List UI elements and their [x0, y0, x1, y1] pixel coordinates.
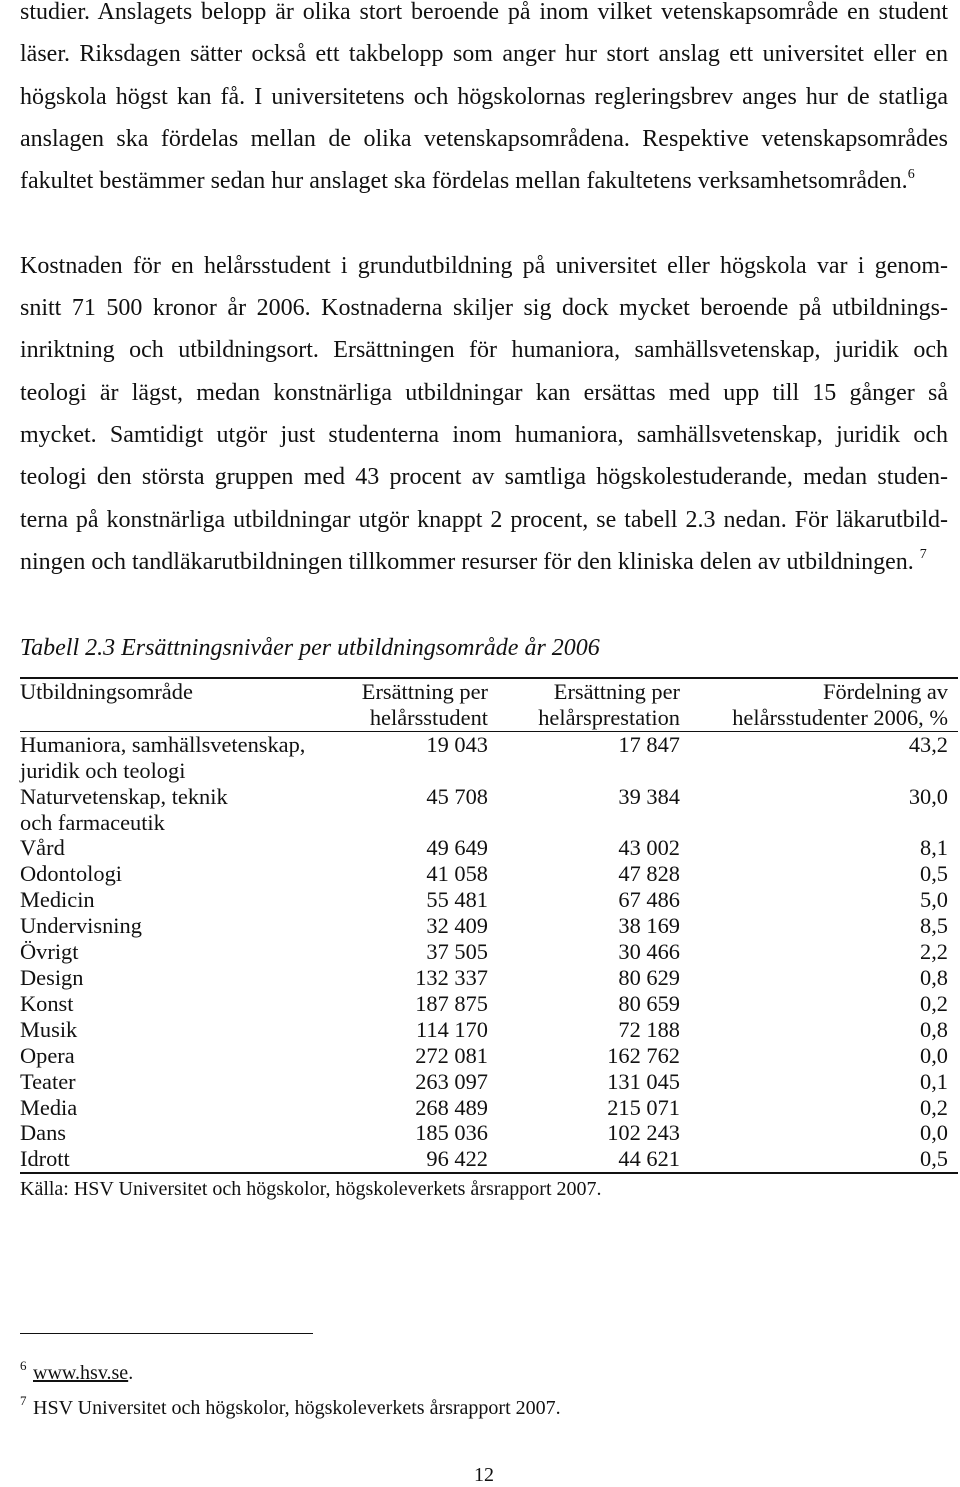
per-student-cell: 55 481: [426, 887, 488, 913]
area-cell: Design: [20, 964, 84, 990]
footnote-reference: 6: [907, 167, 915, 183]
body-text-line: inriktning och utbildningsort. Ersättningen för humaniora, samhällsvetenskap, juridik och: [20, 337, 948, 364]
table-row: [20, 1146, 958, 1172]
area-cell: Teater: [20, 1068, 76, 1094]
footnote: 6 www.hsv.se.: [20, 1358, 134, 1384]
body-text-line: läser. Riksdagen sätter också ett takbelopp som anger hur stort anslag ett universitet eller en: [20, 41, 948, 68]
area-cell: Opera: [20, 1042, 75, 1068]
per-performance-cell: 39 384: [618, 783, 680, 809]
body-text-line: snitt 71 500 kronor år 2006. Kostnaderna skiljer sig dock mycket beroende på utbildnings-: [20, 295, 948, 322]
per-student-cell: 96 422: [426, 1146, 488, 1172]
table-row: [20, 991, 958, 1017]
body-text-line-text: fakultet bestämmer sedan hur anslaget ska fördelas mellan fakultetens verksamhetsområden.: [20, 168, 908, 195]
table-row: [20, 861, 958, 887]
share-cell: 0,5: [920, 861, 948, 887]
share-cell: 0,8: [920, 1016, 948, 1042]
per-performance-cell: 67 486: [618, 887, 680, 913]
body-text-line: högskola högst kan få. I universitetens och högskolornas regleringsbrev anges hur de statliga: [20, 83, 948, 110]
table-row: [20, 1069, 958, 1095]
body-text-line: mycket. Samtidigt utgör just studenterna inom humaniora, samhällsvetenskap, juridik och: [20, 421, 948, 448]
per-performance-cell: 80 629: [618, 964, 680, 990]
table-row: [20, 887, 958, 913]
column-header-area: Utbildningsområde: [20, 679, 340, 732]
per-student-cell: 45 708: [426, 783, 488, 809]
body-paragraph: [20, 0, 948, 202]
table-source-note: Källa: HSV Universitet och högskolor, högskoleverkets årsrapport 2007.: [20, 1178, 602, 1200]
area-cell: Medicin: [20, 887, 95, 913]
per-student-cell: 185 036: [415, 1120, 488, 1146]
area-cell: Konst: [20, 990, 74, 1016]
table-row: [20, 965, 958, 991]
area-cell: Media: [20, 1094, 78, 1120]
per-performance-cell: 131 045: [607, 1068, 680, 1094]
share-cell: 30,0: [908, 783, 948, 809]
per-performance-cell: 30 466: [618, 939, 680, 965]
table-body: [20, 732, 958, 1172]
share-cell: 0,5: [920, 1146, 948, 1172]
body-text-line: teologi den största gruppen med 43 procent av samtliga högskolestuderande, medan studen-: [20, 464, 948, 491]
table-header-row: [20, 679, 958, 732]
per-performance-cell: 102 243: [607, 1120, 680, 1146]
per-performance-cell: 44 621: [618, 1146, 680, 1172]
per-student-cell: 32 409: [426, 913, 488, 939]
footnote-link[interactable]: www.hsv.se: [33, 1362, 129, 1384]
area-cell: Humaniora, samhällsvetenskap, juridik och teologi: [20, 731, 306, 783]
per-student-cell: 19 043: [426, 731, 488, 757]
body-text-line: studier. Anslagets belopp är olika stort beroende på inom vilket vetenskapsområde en student: [20, 0, 948, 25]
area-cell: Övrigt: [20, 939, 79, 965]
share-cell: 8,1: [920, 835, 948, 861]
body-text-line: [20, 160, 948, 202]
per-student-cell: 263 097: [415, 1068, 488, 1094]
table-row: [20, 1095, 958, 1121]
footnote-reference: 7: [919, 546, 927, 562]
share-cell: 0,0: [920, 1042, 948, 1068]
per-performance-cell: 17 847: [618, 731, 680, 757]
footnote-separator: [20, 1333, 313, 1334]
page-number: 12: [474, 1464, 494, 1486]
per-student-cell: 37 505: [426, 939, 488, 965]
table-row: [20, 1120, 958, 1146]
body-text-line: terna på konstnärliga utbildningar utgör knappt 2 procent, se tabell 2.3 nedan. För läkarutbild-: [20, 506, 948, 533]
per-performance-cell: 215 071: [607, 1094, 680, 1120]
per-student-cell: 272 081: [415, 1042, 488, 1068]
column-header-per-performance: Ersättning per helårsprestation: [488, 679, 680, 732]
per-performance-cell: 38 169: [618, 913, 680, 939]
per-student-cell: 41 058: [426, 861, 488, 887]
share-cell: 2,2: [920, 939, 948, 965]
area-cell: Odontologi: [20, 861, 123, 887]
area-cell: Undervisning: [20, 913, 142, 939]
body-text-line: teologi är lägst, medan konstnärliga utbildningar kan ersättas med upp till 15 gånger så: [20, 379, 948, 406]
table-row: [20, 1043, 958, 1069]
table-row: [20, 835, 958, 861]
footnote-text: HSV Universitet och högskolor, högskoleverkets årsrapport 2007.: [33, 1397, 561, 1419]
table-caption: Tabell 2.3 Ersättningsnivåer per utbildningsområde år 2006: [20, 635, 600, 661]
per-performance-cell: 162 762: [607, 1042, 680, 1068]
table-row: [20, 732, 958, 784]
per-student-cell: 49 649: [426, 835, 488, 861]
body-text-line: [20, 541, 948, 583]
body-text-line: Kostnaden för en helårsstudent i grundutbildning på universitet eller högskola var i genom-: [20, 252, 948, 279]
table-row: [20, 939, 958, 965]
table-row: [20, 913, 958, 939]
per-performance-cell: 72 188: [618, 1016, 680, 1042]
share-cell: 5,0: [920, 887, 948, 913]
body-text-line-text: ningen och tandläkarutbildningen tillkommer resurser för den kliniska delen av utbildningen.: [20, 548, 914, 575]
area-cell: Vård: [20, 835, 65, 861]
share-cell: 43,2: [908, 731, 948, 757]
table-row: [20, 1017, 958, 1043]
share-cell: 0,0: [920, 1120, 948, 1146]
area-cell: Idrott: [20, 1146, 70, 1172]
per-performance-cell: 43 002: [618, 835, 680, 861]
data-table: [20, 677, 958, 1174]
area-cell: Musik: [20, 1016, 78, 1042]
table-row: [20, 784, 958, 836]
footnote: 7 HSV Universitet och högskolor, högskoleverkets årsrapport 2007.: [20, 1393, 561, 1419]
share-cell: 8,5: [920, 913, 948, 939]
per-performance-cell: 47 828: [618, 861, 680, 887]
column-header-share: Fördelning av helårsstudenter 2006, %: [680, 679, 958, 732]
body-text-line: anslagen ska fördelas mellan de olika vetenskapsområdena. Respektive vetenskapsområdes: [20, 125, 948, 152]
area-cell: Dans: [20, 1120, 67, 1146]
share-cell: 0,1: [920, 1068, 948, 1094]
per-student-cell: 268 489: [415, 1094, 488, 1120]
share-cell: 0,2: [920, 1094, 948, 1120]
per-student-cell: 132 337: [415, 964, 488, 990]
area-cell: Naturvetenskap, teknik och farmaceutik: [20, 783, 228, 835]
share-cell: 0,8: [920, 964, 948, 990]
share-cell: 0,2: [920, 990, 948, 1016]
footnote-trailing-text: .: [128, 1362, 134, 1384]
body-paragraph: [20, 245, 948, 583]
per-student-cell: 187 875: [415, 990, 488, 1016]
column-header-per-student: Ersättning per helårsstudent: [340, 679, 488, 732]
per-performance-cell: 80 659: [618, 990, 680, 1016]
per-student-cell: 114 170: [416, 1016, 488, 1042]
